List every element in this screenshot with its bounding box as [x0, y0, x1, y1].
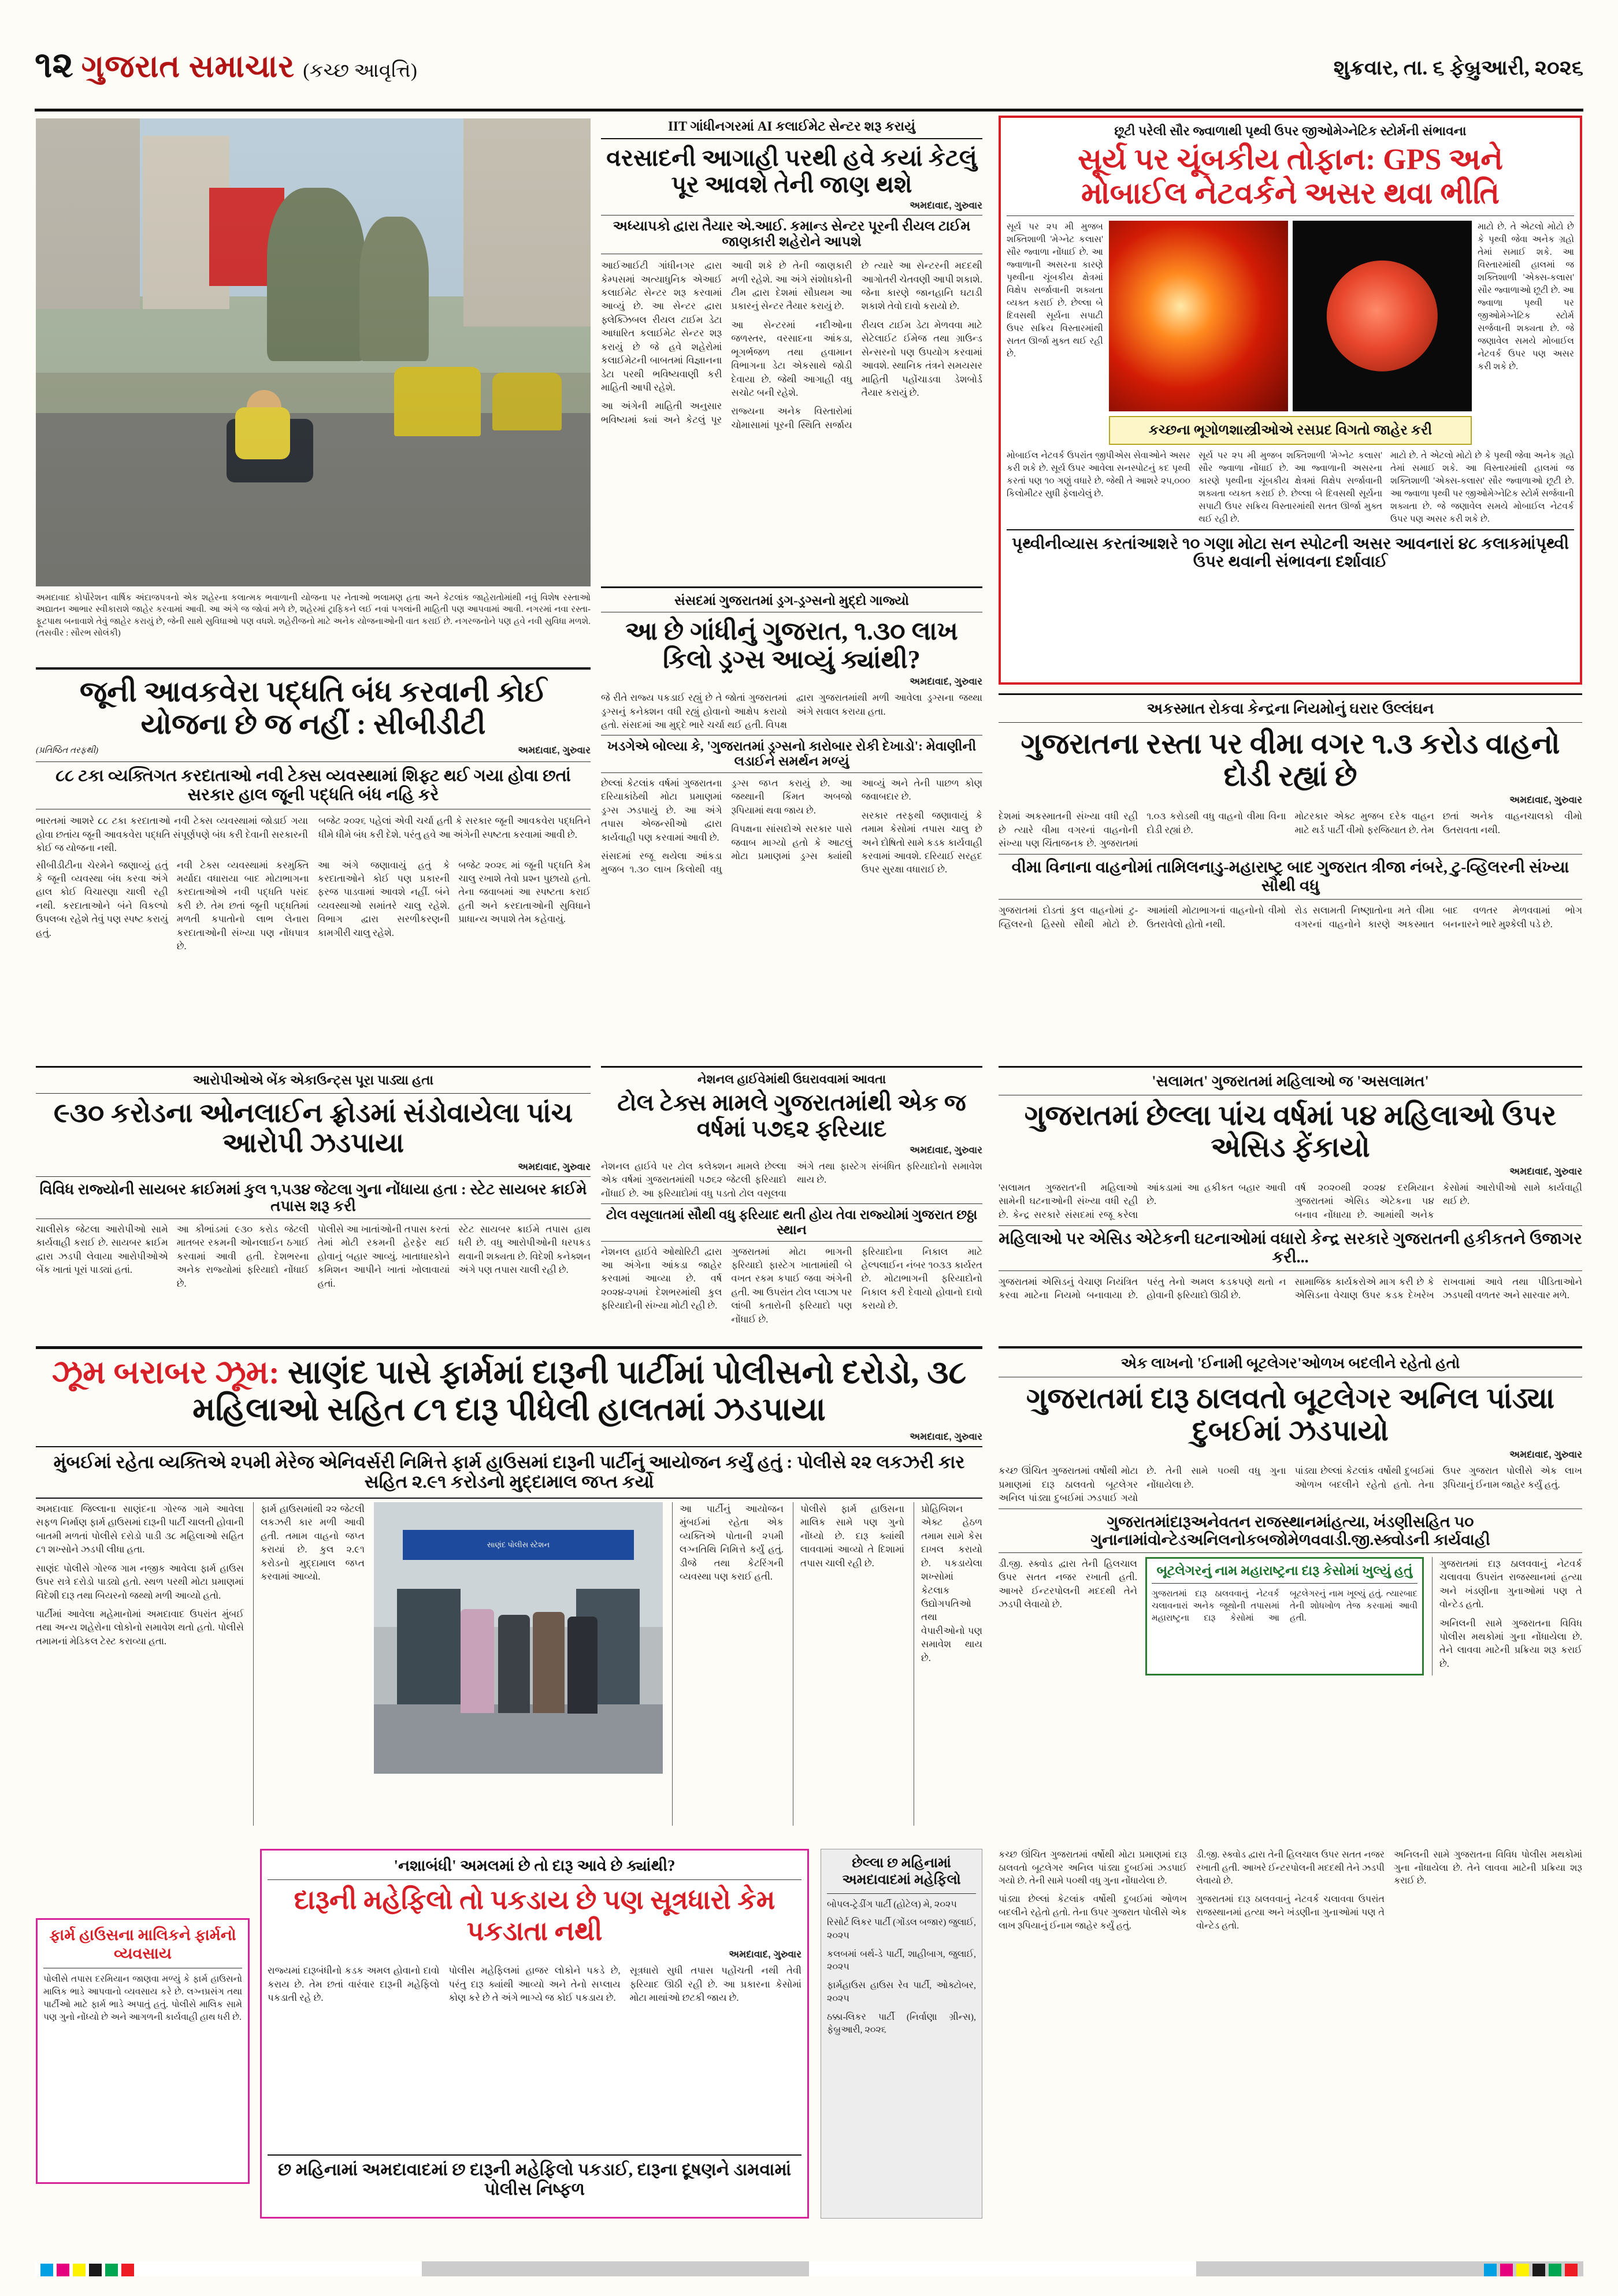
cbdt-body [36, 859, 591, 953]
prohibition-headline: દારૂની મહેફિલો તો પકડાય છે પણ સૂત્રધારો કેમ પકડાતા નથી [294, 1885, 775, 1946]
farm-para-5: પોલીસે ફાર્મ હાઉસના માલિક સામે પણ ગુનો નોંધ્યો છે. દારૂ ક્યાંથી લાવવામાં આવ્યો તે દિશામાં તપાસ ચાલી રહી છે. [800, 1503, 904, 1569]
article-toll [601, 1066, 982, 1326]
acid-col-3: ગુજરાતમાં એસિડનું વેચાણ નિયંત્રિત કરવા માટેના નિયમો બનાવાયા છે. પરંતુ તેનો અમલ કડકપણે થતો ન હોવાની ફરિયાદો ઊઠી છે. [999, 1276, 1286, 1301]
six-months-row: રિસોર્ટ લિકર પાર્ટી (ગોંડલ બજાર) જુલાઈ, ૨૦૨૫ [827, 1918, 976, 1941]
acid-subhead: મહિલાઓ પર એસિડ એટેકની ઘટનાઓમાં વધારો કેન્દ્ર સરકારે ગુજરાતની હકીકતને ઉજાગર કરી... [999, 1225, 1582, 1271]
cbdt-source: (પ્રતિષ્ઠિત તરફથી) [36, 746, 99, 755]
solar-headline-2: મોબાઈલ નેટવર્કને અસર થવા ભીતિ [1081, 177, 1500, 210]
toll-body [601, 1245, 982, 1327]
bank-dateline: અમદાવાદ, ગુરુવાર [518, 1161, 591, 1172]
drugs-para-2: છેલ્લાં કેટલાંક વર્ષમાં ગુજરાતના દરિયાકાંઠેથી મોટા પ્રમાણમાં ડ્રગ્સ ઝડપાયું છે. આ અંગે તપાસ એજન્સીઓ દ્વારા કાર્યવાહી પણ કરવામાં આવી છે. [601, 777, 722, 843]
police-station-signboard: સાણંદ પોલીસ સ્ટેશન [403, 1530, 634, 1560]
six-months-box [821, 1849, 982, 2219]
bank-col-4: સ્ટેટ સાયબર ક્રાઈમે તપાસ હાથ ધરી છે. વધુ આરોપીઓની ધરપકડ થવાની શક્યતા છે. વિદેશી કનેક્શન અંગે પણ તપાસ ચાલી રહી છે. [458, 1224, 591, 1276]
bootlegger-inset-title: બૂટલેગરનું નામ મહારાષ્ટ્રના દારૂ કેસોમાં ખુલ્યું હતું [1156, 1563, 1413, 1578]
farm-kicker-red: ઝૂમ બરાબર ઝૂમ: [51, 1355, 280, 1391]
police-station-photo [374, 1502, 663, 1774]
farm-headline-text: સાણંદ પાસે ફાર્મમાં દારૂની પાર્ટીમાં પોલીસનો દરોડો, ૩૮ મહિલાઓ સહિત ૮૧ દારૂ પીધેલી હાલતમાં ઝડપાયા [192, 1355, 967, 1428]
prohibition-para-3: સૂત્રધારો સુધી તપાસ પહોંચતી નથી તેવી ફરિયાદ ઊઠી રહી છે. આ પ્રકારના કેસોમાં મોટા માથાંઓ છટકી જાય છે. [629, 1965, 801, 2003]
farm-headline [36, 1355, 982, 1429]
prohibition-body [268, 1964, 801, 2154]
insurance-col-2: મોટરકાર એક્ટ મુજબ દરેક વાહન માટે થર્ડ પાર્ટી વીમો ફરજિયાત છે. તેમ છતાં અનેક વાહનચાલકો વીમો ઉતરાવતા નથી. [1294, 811, 1582, 835]
article-bank-fraud [36, 1066, 591, 1290]
farm-para-1: સાણંદ પોલીસે ગોરજ ગામ નજીક આવેલા ફાર્મ હાઉસ ઉપર રાત્રે દરોડો પાડ્યો હતો. સ્થળ પરથી મોટા પ્રમાણમાં વિદેશી દારૂ તથા બિયરનો જથ્થો મળી આવ્યો હતો. [36, 1562, 244, 1601]
acid-body-top [999, 1181, 1582, 1221]
article-bootlegger [999, 1346, 1582, 1675]
acid-col-2: વર્ષ ૨૦૨૦થી ૨૦૨૪ દરમિયાન ગુજરાતમાં એસિડ એટેકના ૫૪ બનાવ નોંધાયા છે. આમાંથી અનેક કેસોમાં આરોપીઓ સામે કાર્યવાહી થઈ છે. [1294, 1182, 1582, 1220]
bank-subhead: વિવિધ રાજ્યોની સાયબર ક્રાઈમમાં કુલ ૧,૫૩૪ જેટલા ગુના નોંધાયા હતા : સ્ટેટ સાયબર ક્રાઈમે તપાસ શરૂ કરી [36, 1176, 591, 1219]
bootlegger-inset [1145, 1557, 1424, 1675]
lead-photo-caption: અમદાવાદ કોર્પોરેશન વાર્ષિક અંદાજપત્રનો એક શહેરના કલાત્મક ભવાળાની યોજના પર નેતાઓ ભલામણ હતા અને કેટલાંક જાહેરાતોમાંથી નવું વિશેષ રસ્તાઓ અદ્યાતન આભાર સ્વીકારાશે જાહેર કરવામાં આવી. આ અંગે જ જોવાં મળે છે, શહેરમાં ટ્રાફિકને લઈ નવાં પગલાંની માહિતી પણ આપવામાં આવી. નગરમાં નવા રસ્તા-ફૂટપાથ બનાવાશે તેવું જાહેર કરાયું છે, જેની સાથે સુવિધાઓ પણ વધશે. શહેરીજનો માટે અનેક યોજનાઓની વાત કરાઈ છે. નગરજનોને પણ હવે નવી સુવિધા મળશે. (તસવીર : સૌરભ સોલંકી) [36, 593, 591, 638]
insurance-headline: ગુજરાતના રસ્તા પર વીમા વગર ૧.૩ કરોડ વાહનો દોડી રહ્યાં છે [1020, 727, 1560, 793]
drugs-para-5: સરકાર તરફથી જણાવાયું કે તમામ કેસોમાં તપાસ ચાલુ છે અને દોષિતો સામે કડક કાર્યવાહી કરવામાં આવશે. દરિયાઈ સરહદ ઉપર સુરક્ષા વધારાઈ છે. [861, 809, 982, 875]
cbdt-col-2: નવી ટેક્સ વ્યવસ્થામાં કરમુક્તિ મર્યાદા વધારાયા બાદ મોટાભાગના કરદાતાઓએ નવી પદ્ધતિ પસંદ કરી છે. તેમ છતાં જૂની પદ્ધતિમાં મળતી કપાતોનો લાભ લેનારા કરદાતાઓની સંખ્યા પણ નોંધપાત્ર છે. [176, 859, 309, 952]
toll-intro [601, 1160, 982, 1200]
solar-right-col: માટો છે. તે એટલો મોટો છે કે પૃથ્વી જેવા અનેક ગ્રહો તેમાં સમાઈ શકે. આ વિસ્તારમાંથી હાલમાં જ શક્તિશાળી 'એક્સ-કલાસ' સૌર જ્વાળાઓ છૂટી છે. આ જ્વાળા પૃથ્વી પર જીઓમેગ્નેટિક સ્ટોર્મ સર્જવાની શક્યતા છે. જે જણાવેલ સમયે મોબાઈલ નેટવર્ક ઉપર પણ અસર કરી શકે છે. [1478, 221, 1574, 371]
bootlegger-cont-1: કચ્છ ઊંચિત ગુજરાતમાં વર્ષોથી મોટા પ્રમાણમાં દારૂ ઠાલવતો બૂટલેગર અનિલ પાંડ્યા દુબઈમાં ઝડપાઈ ગયો છે. તેની સામે ૫૦થી વધુ ગુના નોંધાયેલા છે. [999, 1850, 1187, 1886]
farm-para-6: પ્રોહિબિશન એક્ટ હેઠળ તમામ સામે કેસ દાખલ કરાયો છે. પકડાયેલા શખ્સોમાં કેટલાક ઉદ્યોગપતિઓ તથા વેપારીઓનો પણ સમાવેશ થાય છે. [921, 1503, 982, 1663]
six-months-list [827, 1899, 976, 2037]
bootlegger-headline: ગુજરાતમાં દારૂ ઠાલવતો બૂટલેગર અનિલ પાંડ્યા દુબઈમાં ઝડપાયો [1026, 1382, 1555, 1447]
bootlegger-cont-2: પાંડ્યા છેલ્લાં કેટલાંક વર્ષોથી દુબઈમાં ઓળખ બદલીને રહેતો હતો. તેના ઉપર ગુજરાત પોલીસે એક લાખ રૂપિયાનું ઈનામ જાહેર કર્યું હતું. [999, 1894, 1187, 1931]
article-cbdt [36, 667, 591, 953]
toll-col-1: નેશનલ હાઈવે ઓથોરિટી દ્વારા આ અંગેના આંકડા જાહેર કરવામાં આવ્યા છે. વર્ષ ૨૦૨૪-૨૫માં દેશભરમાંથી કુલ ફરિયાદોની સંખ્યા મોટી રહી છે. [601, 1246, 722, 1312]
solar-image-flare [1109, 221, 1288, 411]
solar-kicker: છૂટી પરેલી સૌર જ્વાળાથી પૃથ્વી ઉપર જીઓમેગ્નેટિક સ્ટોર્મની સંભાવના [1114, 124, 1467, 138]
masthead [35, 45, 1583, 112]
iit-headline: વરસાદની આગાહી પરથી હવે કયાં કેટલું પૂર આવશે તેની જાણ થશે [606, 144, 977, 198]
iit-body [601, 259, 982, 432]
cbdt-col-1: સીબીડીટીના ચેરમેને જણાવ્યું હતું કે જૂની વ્યવસ્થા બંધ કરવા અંગે હાલ કોઈ વિચારણા ચાલી રહી નથી. કરદાતાઓને બંને વિકલ્પો ઉપલબ્ધ રહેશે તેવું પણ સ્પષ્ટ કરાયું હતું. [36, 859, 168, 938]
color-dots-left [40, 2264, 134, 2276]
bootlegger-kicker: એક લાખનો 'ઈનામી બૂટલેગર'ઓળખ બદલીને રહેતો હતો [1120, 1355, 1460, 1372]
acid-body-bottom [999, 1275, 1582, 1305]
drugs-intro [601, 691, 982, 731]
acid-dateline: અમદાવાદ, ગુરુવાર [1509, 1165, 1582, 1177]
bootlegger-inset-body [1152, 1588, 1417, 1628]
farm-col-1 [36, 1502, 244, 1826]
iit-kicker: IIT ગાંધીનગરમાં AI કલાઈમેટ સેન્ટર શરૂ કરાયું [601, 118, 982, 139]
solar-image-disc [1293, 221, 1472, 411]
cbdt-col-3: આ અંગે જણાવાયું હતું કે કરદાતાઓને કોઈ પણ પ્રકારની ફરજ પાડવામાં આવશે નહીં. બંને વ્યવસ્થાઓ સમાંતરે ચાલુ રહેશે. વિભાગ દ્વારા સરળીકરણની કામગીરી ચાલુ રહેશે. [317, 859, 450, 938]
acid-col-4: સામાજિક કાર્યકરોએ માગ કરી છે કે એસિડના વેચાણ ઉપર કડક દેખરેખ રાખવામાં આવે તથા પીડિતાઓને ઝડપથી વળતર અને સારવાર મળે. [1294, 1276, 1582, 1301]
cbdt-col-4: બજેટ ૨૦૨૬ માં જૂની પદ્ધતિ કેમ ચાલુ રખાશે તેવો પ્રશ્ન પુછાયો હતો. તેના જવાબમાં આ સ્પષ્ટતા કરાઈ હતી અને કરદાતાઓની સુવિધાને પ્રાધાન્ય અપાશે તેમ કહેવાયું. [458, 859, 591, 925]
iit-dateline: અમદાવાદ, ગુરુવાર [910, 200, 982, 211]
toll-col-3: ફરિયાદોના નિકાલ માટે હેલ્પલાઈન નંબર ૧૦૩૩ કાર્યરત છે. મોટાભાગની ફરિયાદોનો નિકાલ કરી દેવાયો હોવાનો દાવો કરાયો છે. [861, 1246, 982, 1312]
solar-extra-body [1007, 449, 1574, 526]
prohibition-para-2: પોલીસ મહેફિલમાં હાજર લોકોને પકડે છે, પરંતુ દારૂ ક્યાંથી આવ્યો અને તેનો સપ્લાય કોણ કરે છે તે અંગે ભાગ્યે જ કોઈ પકડાય છે. [448, 1965, 621, 2003]
farm-col-4 [672, 1502, 784, 1826]
solar-bottom-bar: પૃથ્વીનીવ્યાસ કરતાંઆશરે ૧૦ ગણા મોટા સન સ્પોટની અસર આવનારાં ૪૮ કલાકમાંપૃથ્વી ઉપર થવાની સંભાવના દર્શાવાઈ [1007, 529, 1574, 571]
insurance-col-4: ગુજરાતમાં દોડતાં કુલ વાહનોમાં ટુ-વ્હિલરનો હિસ્સો સૌથી મોટો છે. આમાંથી મોટાભાગનાં વાહનોનો વીમો ઉતરાવેલો હોતો નથી. [999, 905, 1286, 930]
farmhouse-owner-title: ફાર્મ હાઉસના માલિકને ફાર્મનો વ્યવસાય [49, 1926, 236, 1963]
solar-caption-box: કચ્છના ભૂગોળશાસ્ત્રીઓએ રસપ્રદ વિગતો જાહેર કરી [1109, 416, 1472, 445]
drugs-para-3: સંસદમાં રજૂ થયેલા આંકડા મુજબ ૧.૩૦ લાખ કિલોથી વધુ ડ્રગ્સ જપ્ત કરાયું છે. આ જથ્થાની કિંમત અબજો રૂપિયામાં થવા જાય છે. [601, 777, 852, 875]
bootlegger-subhead: ગુજરાતમાંદારૂઅનેવતન રાજસ્થાનમાંહત્યા, ખંડણીસહિત ૫૦ ગુનાનામાંવોન્ટેડઅનિલનોકબજોમેળવવાડી.જી.સ્ક્વોડની કાર્યવાહી [999, 1509, 1582, 1552]
farm-col-5 [793, 1502, 904, 1826]
farm-col-6 [914, 1502, 982, 1826]
drugs-dateline: અમદાવાદ, ગુરુવાર [910, 676, 982, 688]
bank-col-2: આ કૌભાંડમાં ૯૩૦ કરોડ જેટલી માતબર રકમની ઓનલાઈન ઠગાઈ કરવામાં આવી હતી. દેશભરના અનેક રાજ્યોમાં ફરિયાદો નોંધાઈ છે. [176, 1224, 309, 1289]
farm-subhead: મુંબઈમાં રહેતા વ્યક્તિએ ૨૫મી મેરેજ એનિવર્સરી નિમિત્તે ફાર્મ હાઉસમાં દારૂની પાર્ટીનું આયોજન કર્યું હતું : પોલીસે ૨૨ લકઝરી કાર સહિત ૨.૯૧ કરોડનો મુદ્દામાલ જપ્ત કર્યો [36, 1446, 982, 1499]
prohibition-kicker: 'નશાબંધી' અમલમાં છે તો દારૂ આવે છે ક્યાંથી? [394, 1857, 676, 1874]
prohibition-dateline: અમદાવાદ, ગુરુવાર [729, 1949, 801, 1960]
bootlegger-col-4 [1432, 1557, 1582, 1675]
six-months-row: ઠક્કા-લિકર પાર્ટી (નિર્વાણા ગ્રીન્સ), ફેબ્રુઆરી, ૨૦૨૬ [827, 2012, 976, 2035]
cbdt-intro-2: બજેટ ૨૦૨૬ પહેલાં એવી ચર્ચા હતી કે સરકાર જૂની આવકવેરા પદ્ધતિને ધીમે ધીમે બંધ કરી દેશે. પરંતુ હવે આ અંગેની સ્પષ્ટતા કરવામાં આવી છે. [318, 815, 591, 840]
prohibition-para-1: રાજ્યમાં દારૂબંધીનો કડક અમલ હોવાનો દાવો કરાય છે. તેમ છતાં વારંવાર દારૂની મહેફિલો પકડાતી રહે છે. [268, 1965, 440, 2003]
cbdt-intro-1: ભારતમાં આશરે ૮૮ ટકા કરદાતાઓ નવી ટેક્સ વ્યવસ્થામાં જોડાઈ ગયા હોવા છતાંય જૂની આવકવેરા પદ્ધતિ સંપૂર્ણપણે બંધ કરી દેવાની સરકારની કોઈ જ યોજના નથી. [36, 815, 308, 854]
acid-headline: ગુજરાતમાં છેલ્લા પાંચ વર્ષમાં ૫૪ મહિલાઓ ઉપર એસિડ ફેંકાયો [1024, 1099, 1557, 1164]
article-prohibition [260, 1849, 809, 2219]
bank-body [36, 1223, 591, 1290]
toll-headline: ટોલ ટેક્સ મામલે ગુજરાતમાંથી એક જ વર્ષમાં ૫૭૬૨ ફરિયાદ [617, 1090, 966, 1142]
insurance-subhead: વીમા વિનાના વાહનોમાં તામિલનાડુ-મહારાષ્ટ્ર બાદ ગુજરાત ત્રીજા નંબરે, ટુ-વ્હિલરની સંખ્યા સૌથી વધુ [999, 854, 1582, 900]
article-farm-party [36, 1346, 982, 1504]
cbdt-dateline: અમદાવાદ, ગુરુવાર [518, 745, 591, 756]
cbdt-subhead: ૮૮ ટકા વ્યક્તિગત કરદાતાઓ નવી ટેક્સ વ્યવસ્થામાં શિફ્ટ થઈ ગયા હોવા છતાં સરકાર હાલ જૂની પદ્ધતિ બંધ નહિ કરે [36, 761, 591, 809]
bootlegger-cont-4: ગુજરાતમાં દારૂ ઠાલવવાનું નેટવર્ક ચલાવવા ઉપરાંત રાજસ્થાનમાં હત્યા અને ખંડણીના ગુનાઓમાં પણ તે વોન્ટેડ હતો. [1196, 1894, 1385, 1931]
insurance-body-top [999, 809, 1582, 850]
iit-para-2: આ અંગેની માહિતી અનુસાર ભવિષ્યમાં ક્યાં અને કેટલું પૂર આવી શકે છે તેની જાણકારી મળી રહેશે. આ અંગે સંશોધકોની ટીમ દ્વારા દેશમાં સૌપ્રથમ આ પ્રકારનું સેન્ટર તૈયાર કરાયું છે. [601, 260, 852, 425]
solar-extra-3: માટો છે. તે એટલો મોટો છે કે પૃથ્વી જેવા અનેક ગ્રહો તેમાં સમાઈ શકે. આ વિસ્તારમાંથી હાલમાં જ શક્તિશાળી 'એક્સ-કલાસ' સૌર જ્વાળાઓ છૂટી છે. આ જ્વાળા પૃથ્વી પર જીઓમેગ્નેટિક સ્ટોર્મ સર્જવાની શક્યતા છે. જે જણાવેલ સમયે મોબાઈલ નેટવર્ક ઉપર પણ અસર કરી શકે છે. [1390, 450, 1574, 524]
iit-subhead: અધ્યાપકો દ્વારા તૈયાર એ.આઈ. કમાન્ડ સેન્ટર પૂરની રીયલ ટાઈમ જાણકારી શહેરોને આપશે [601, 215, 982, 254]
toll-kicker: નેશનલ હાઈવેમાંથી ઉઘરાવવામાં આવતા [697, 1072, 886, 1086]
article-drugs [601, 586, 982, 876]
farm-body-area [36, 1502, 982, 1826]
bank-kicker: આરોપીઓએ બેંક એકાઉન્ટ્સ પૂરા પાડ્યા હતા [192, 1073, 434, 1087]
bootlegger-inset-para: ગુજરાતમાં દારૂ ઠાલવવાનું નેટવર્ક ચલાવનારાં અનેક જૂથોની તપાસમાં મહારાષ્ટ્રના દારૂ કેસોમાં આ બૂટલેગરનું નામ ખૂલ્યું હતું. ત્યારબાદ તેની શોધખોળ તેજ કરવામાં આવી હતી. [1152, 1589, 1417, 1623]
article-solar-storm [999, 116, 1582, 685]
insurance-dateline: અમદાવાદ, ગુરુવાર [1509, 794, 1582, 806]
iit-para-5: રીયલ ટાઈમ ડેટા મેળવવા માટે સેટેલાઈટ ઈમેજ તથા ગ્રાઉન્ડ સેન્સરનો પણ ઉપયોગ કરવામાં આવશે. સ્થાનિક તંત્રને સમયસર માહિતી પહોંચાડવા ડેશબોર્ડ તૈયાર કરાયું છે. [861, 319, 982, 398]
farm-col-2 [253, 1502, 365, 1826]
registration-color-bar [35, 2261, 1583, 2276]
bootlegger-para-3: ડી.જી. સ્ક્વોડ દ્વારા તેની હિલચાલ ઉપર સતત નજર રખાતી હતી. આખરે ઈન્ટરપોલની મદદથી તેને ઝડપી લેવાયો છે. [999, 1558, 1137, 1610]
article-insurance [999, 693, 1582, 934]
date-line: શુક્રવાર, તા. ૬ ફેબ્રુઆરી, ૨૦૨૬ [1333, 56, 1583, 79]
bootlegger-continued [999, 1849, 1582, 2207]
solar-headline-1: સૂર્ય પર ચૂંબકીય તોફાન: GPS અને [1078, 143, 1503, 177]
bootlegger-cont-3: ડી.જી. સ્ક્વોડ દ્વારા તેની હિલચાલ ઉપર સતત નજર રખાતી હતી. આખરે ઈન્ટરપોલની મદદથી તેને ઝડપી લેવાયો છે. [1196, 1850, 1385, 1886]
bootlegger-body-top [999, 1464, 1582, 1504]
six-months-title: છેલ્લા છ મહિનામાં અમદાવાદમાં મહેફિલો [842, 1856, 961, 1888]
six-months-row: બોપલ-ટ્રેડીંગ પાર્ટી (હોટેલ) મે, ૨૦૨૫ [827, 1899, 957, 1909]
bootlegger-col-2: પાંડ્યા છેલ્લાં કેટલાંક વર્ષોથી દુબઈમાં ઓળખ બદલીને રહેતો હતો. તેના ઉપર ગુજરાત પોલીસે એક લાખ રૂપિયાનું ઈનામ જાહેર કર્યું હતું. [1294, 1465, 1582, 1490]
toll-col-2: ગુજરાતમાં મોટા ભાગની ફરિયાદો ફાસ્ટેગ ખાતામાંથી બે વખત રકમ કપાઈ જવા અંગેની હતી. આ ઉપરાંત ટોલ પ્લાઝા પર લાંબી કતારોની ફરિયાદો પણ નોંધાઈ છે. [731, 1246, 852, 1325]
bootlegger-para-5: અનિલની સામે ગુજરાતના વિવિધ પોલીસ મથકોમાં ગુના નોંધાયેલા છે. તેને લાવવા માટેની પ્રક્રિયા શરૂ કરાઈ છે. [1439, 1617, 1582, 1669]
bootlegger-col-3 [999, 1557, 1137, 1675]
article-iit [601, 118, 982, 432]
toll-dateline: અમદાવાદ, ગુરુવાર [910, 1144, 982, 1156]
bootlegger-para-4: ગુજરાતમાં દારૂ ઠાલવવાનું નેટવર્ક ચલાવવા ઉપરાંત રાજસ્થાનમાં હત્યા અને ખંડણીના ગુનાઓમાં પણ તે વોન્ટેડ હતો. [1439, 1558, 1582, 1610]
page-number: ૧૨ [35, 46, 73, 85]
acid-kicker: 'સલામત' ગુજરાતમાં મહિલાઓ જ 'અસલામત' [1152, 1073, 1429, 1090]
six-months-row: ફાર્મહાઉસ હાઉસ રેવ પાર્ટી, ઓક્ટોબર, ૨૦૨૫ [827, 1981, 976, 2004]
cbdt-headline: જૂની આવકવેરા પદ્ધતિ બંધ કરવાની કોઈ યોજના છે જ નહીં : સીબીડીટી [79, 675, 547, 740]
edition-label: (કચ્છ આવૃત્તિ) [303, 60, 417, 81]
acid-col-1: 'સલામત ગુજરાત'ની મહિલાઓ સામેની ઘટનાઓની સંખ્યા વધી રહી છે. કેન્દ્ર સરકારે સંસદમાં રજૂ કરેલા આંકડામાં આ હકીકત બહાર આવી છે. [999, 1182, 1286, 1220]
drugs-subhead: ખડગેએ બોલ્યા કે, 'ગુજરાતમાં ડ્રગ્સનો કારોબાર રોકી દેખાડો': મેવાણીની લડાઈને સમર્થન મળ્યું [601, 735, 982, 773]
iit-para-3: આ સેન્ટરમાં નદીઓના જળસ્તર, વરસાદના આંકડા, ભૂગર્ભજળ તથા હવામાન વિભાગના ડેટા એકસાથે જોડી દેવાયા છે. જેથી આગાહી વધુ સચોટ બની રહેશે. [731, 319, 852, 398]
farm-lead: અમદાવાદ જિલ્લાના સાણંદના ગોરજ ગામે આવેલા સફળ નિર્માણ ફાર્મ હાઉસમાં દારૂની પાર્ટી ચાલતી હોવાની બાતમી મળતાં પોલીસે દરોડો પાડી ૩૮ મહિલાઓ સહિત ૮૧ શખ્સોને ઝડપી લીધા હતા. [36, 1503, 244, 1555]
solar-extra-2: સૂર્ય પર ૨૫ મી મુજબ શક્તિશાળી 'મેગ્નેટ કલાસ' સૌર જ્વાળા નોંધાઈ છે. આ જ્વાળાની અસરના કારણે પૃથ્વીના ચૂંબકીય ક્ષેત્રમાં વિક્ષેપ સર્જાવાની શક્યતા વ્યક્ત કરાઈ છે. છેલ્લા બે દિવસથી સૂર્યના સપાટી ઉપર સક્રિય વિસ્તારમાંથી સતત ઊર્જા મુક્ત થઈ રહી છે. [1198, 450, 1382, 524]
insurance-kicker: અકસ્માત રોકવા કેન્દ્રના નિયમોનું ઘરાર ઉલ્લંઘન [1146, 700, 1434, 717]
drugs-headline: આ છે ગાંધીનું ગુજરાત, ૧.૩૦ લાખ કિલો ડ્રગ્સ આવ્યું ક્યાંથી? [625, 616, 958, 674]
toll-subhead: ટોલ વસૂલાતમાં સૌથી વધુ ફરિયાદ થતી હોય તેવા રાજ્યોમાં ગુજરાત છઠ્ઠા સ્થાન [601, 1203, 982, 1242]
bank-col-1: ચાલીસેક જેટલા આરોપીઓ સામે કાર્યવાહી કરાઈ છે. સાયબર ક્રાઈમ દ્વારા ઝડપી લેવાયા આરોપીઓએ બેંક ખાતાં પૂરાં પાડ્યાં હતાં. [36, 1224, 168, 1276]
insurance-col-1: દેશમાં અકસ્માતની સંખ્યા વધી રહી છે ત્યારે વીમા વગરનાં વાહનોની સંખ્યા પણ ચિંતાજનક છે. ગુજરાતમાં ૧.૦૩ કરોડથી વધુ વાહનો વીમા વિના દોડી રહ્યાં છે. [999, 811, 1286, 849]
farm-para-4: આ પાર્ટીનું આયોજન મુંબઈમાં રહેતા એક વ્યક્તિએ પોતાની ૨૫મી લગ્નતિથિ નિમિત્તે કર્યું હતું. ડીજે તથા કેટરિંગની વ્યવસ્થા પણ કરાઈ હતી. [680, 1503, 784, 1582]
color-dots-right [1484, 2264, 1578, 2276]
drugs-para-4: વિપક્ષના સાંસદોએ સરકાર પાસે જવાબ માગ્યો હતો કે આટલું મોટા પ્રમાણમાં ડ્રગ્સ ક્યાંથી આવ્યું અને તેની પાછળ કોણ જવાબદાર છે. [731, 777, 982, 861]
prohibition-bottom-line: છ મહિનામાં અમદાવાદમાં છ દારૂની મહેફિલો પકડાઈ, દારૂના દૂષણને ડામવામાં પોલીસ નિષ્ફળ [268, 2154, 801, 2199]
bank-headline: ૯૩૦ કરોડના ઓનલાઈન ફ્રોડમાં સંડોવાયેલા પાંચ આરોપી ઝડપાયા [53, 1098, 573, 1159]
iit-para-1: આઈઆઈટી ગાંધીનગર દ્વારા કેમ્પસમાં અત્યાધુનિક એઆઈ કલાઈમેટ સેન્ટર શરૂ કરવામાં આવ્યું છે. આ સેન્ટર દ્વારા ફ્લેક્ઝિબલ રીયલ ટાઈમ ડેટા આધારિત કલાઈમેટ સેન્ટર શરૂ કરાયું છે જે હવે શહેરોમાં કલાઈમેટની બાબતમાં વિજ્ઞાનના ડેટા પરથી ભવિષ્યવાણી કરી માહિતી આપી રહેશે. [601, 260, 722, 393]
solar-extra-1: મોબાઈલ નેટવર્ક ઉપરાંત જીપીએસ સેવાઓને અસર કરી શકે છે. સૂર્ય ઉપર આવેલા સનસ્પોટનું કદ પૃથ્વી કરતાં પણ ૧૦ ગણું વધારે છે. જેથી તે આશરે ૨૫,૦૦૦ કિલોમીટર સુધી ફેલાયેલું છે. [1007, 450, 1190, 499]
bootlegger-cont-5: અનિલની સામે ગુજરાતના વિવિધ પોલીસ મથકોમાં ગુના નોંધાયેલા છે. તેને લાવવા માટેની પ્રક્રિયા શરૂ કરાઈ છે. [1394, 1850, 1582, 1886]
cbdt-intro [36, 814, 591, 855]
iit-para-4: રાજ્યના અનેક વિસ્તારોમાં ચોમાસામાં પૂરની સ્થિતિ સર્જાય છે ત્યારે આ સેન્ટરની મદદથી આગોતરી ચેતવણી આપી શકાશે. જેના કારણે જાનહાનિ ઘટાડી શકાશે તેવો દાવો કરાયો છે. [731, 260, 982, 430]
farmhouse-owner-box [36, 1918, 250, 2184]
paper-title: ગુજરાત સમાચાર [81, 49, 295, 84]
masthead-left [35, 45, 417, 86]
drugs-body [601, 777, 982, 876]
solar-left-col: સૂર્ય પર ૨૫ મી મુજબ શક્તિશાળી 'મેગ્નેટ કલાસ' સૌર જ્વાળા નોંધાઈ છે. આ જ્વાળાની અસરના કારણે પૃથ્વીના ચૂંબકીય ક્ષેત્રમાં વિક્ષેપ સર્જાવાની શક્યતા વ્યક્ત કરાઈ છે. છેલ્લા બે દિવસથી સૂર્યના સપાટી ઉપર સક્રિય વિસ્તારમાંથી સતત ઊર્જા મુક્ત થઈ રહી છે. [1007, 221, 1103, 359]
toll-intro-para: નેશનલ હાઈવે પર ટોલ કલેક્શન મામલે છેલ્લા એક વર્ષમાં ગુજરાતમાંથી ૫૭૬૨ જેટલી ફરિયાદો નોંધાઈ છે. આ ફરિયાદોમાં વધુ પડતો ટોલ વસૂલવા અંગે તથા ફાસ્ટેગ સંબંધિત ફરિયાદોનો સમાવેશ થાય છે. [601, 1160, 982, 1199]
drugs-para-1: જે રીતે રાજ્ય પકડાઈ રહ્યું છે તે જોતાં ગુજરાતમાં ડ્રગ્સનું કનેક્શન વધી રહ્યું હોવાનો આક્ષેપ કરાયો હતો. સંસદમાં આ મુદ્દે ભારે ચર્ચા થઈ હતી. વિપક્ષ દ્વારા ગુજરાતમાંથી મળી આવેલા ડ્રગ્સના જથ્થા અંગે સવાલ કરાયા હતા. [601, 692, 982, 730]
insurance-col-5: રોડ સલામતી નિષ્ણાતોના મતે વીમા વગરનાં વાહનોને કારણે અકસ્માત બાદ વળતર મેળવવામાં ભોગ બનનારને ભારે મુશ્કેલી પડે છે. [1294, 905, 1582, 930]
bootlegger-col-1: કચ્છ ઊંચિત ગુજરાતમાં વર્ષોથી મોટા પ્રમાણમાં દારૂ ઠાલવતો બૂટલેગર અનિલ પાંડ્યા દુબઈમાં ઝડપાઈ ગયો છે. તેની સામે ૫૦થી વધુ ગુના નોંધાયેલા છે. [999, 1465, 1286, 1504]
insurance-body-bottom [999, 904, 1582, 933]
lead-photo [36, 118, 591, 586]
bootlegger-dateline: અમદાવાદ, ગુરુવાર [1509, 1449, 1582, 1461]
farmhouse-owner-body: પોલીસે તપાસ દરમિયાન જાણવા મળ્યું કે ફાર્મ હાઉસનો માલિક ભાડે આપવાનો વ્યવસાય કરે છે. લગ્નપ્રસંગ તથા પાર્ટીઓ માટે ફાર્મ ભાડે અપાતું હતું. પોલીસે માલિક સામે પણ ગુનો નોંધ્યો છે અને આગળની કાર્યવાહી હાથ ધરી છે. [43, 1974, 242, 2022]
bank-col-3: પોલીસે આ ખાતાંઓની તપાસ કરતાં તેમાં મોટી રકમની હેરફેર થઈ હોવાનું બહાર આવ્યું. ખાતાધારકોને કમિશન આપીને ખાતાં ખોલાવાયાં હતાં. [317, 1224, 450, 1289]
farm-para-2: પાર્ટીમાં આવેલા મહેમાનોમાં અમદાવાદ ઉપરાંત મુંબઈ તથા અન્ય શહેરોના લોકોનો સમાવેશ થતો હતો. પોલીસે તમામનાં મેડિકલ ટેસ્ટ કરાવ્યા હતા. [36, 1608, 244, 1647]
farm-para-3: ફાર્મ હાઉસમાંથી ૨૨ જેટલી લકઝરી કાર મળી આવી હતી. તમામ વાહનો જપ્ત કરાયાં છે. કુલ ૨.૯૧ કરોડનો મુદ્દામાલ જપ્ત કરવામાં આવ્યો. [261, 1503, 365, 1582]
six-months-row: કલબમાં બર્થ-ડે પાર્ટી, શાહીબાગ, જુલાઈ, ૨૦૨૫ [827, 1949, 976, 1972]
drugs-kicker: સંસદમાં ગુજરાતમાં ડ્રગ-ડ્રગ્સનો મુદ્દો ગાજ્યો [601, 593, 982, 612]
farm-dateline: અમદાવાદ, ગુરુવાર [910, 1431, 982, 1442]
article-acid [999, 1066, 1582, 1305]
